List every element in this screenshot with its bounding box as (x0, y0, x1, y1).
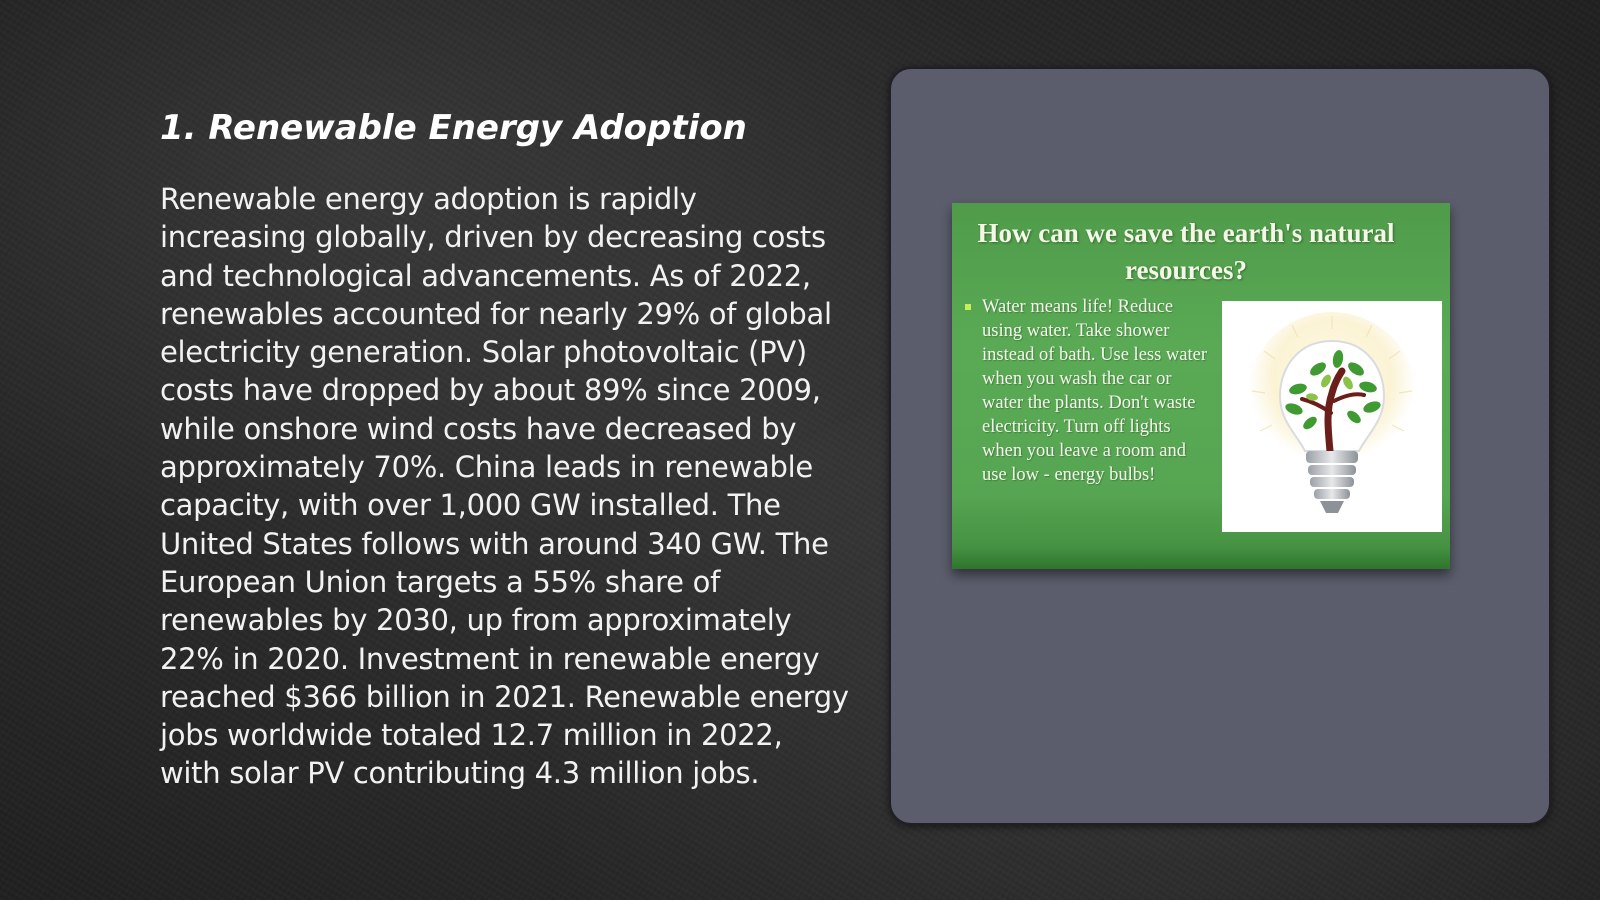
media-panel (889, 67, 1551, 825)
text-block (160, 104, 850, 793)
embedded-slide-bullet (965, 295, 1215, 487)
slide-heading: 1. Renewable Energy Adoption (160, 108, 747, 148)
slide-body-text: Renewable energy adoption is rapidly increasing globally, driven by decreasing costs and technological advancements. As of 2022, renewables accounted for nearly 29% of global electricity generation. Solar photovoltaic (PV) costs have dropped by about 89% since 2009, while onshore wind costs have decreased by approximately 70%. China leads in renewable capacity, with over 1,000 GW installed. The United States follows with around 340 GW. The European Union targets a 55% share of renewables by 2030, up from approximately 22% in 2020. Investment in renewable energy reached $366 billion in 2021. Renewable energy jobs worldwide totaled 12.7 million in 2022, with solar PV contributing 4.3 million jobs. (160, 182, 849, 791)
bullet-marker-icon (965, 304, 971, 310)
lightbulb-tree-graphic (1222, 301, 1442, 532)
embedded-slide-image (952, 203, 1450, 569)
embedded-slide-title: How can we save the earth's natural resources? (977, 218, 1395, 285)
embedded-slide-bullet-text: Water means life! Reduce using water. Take shower instead of bath. Use less water when you wash the car or water the plants. Don't waste electricity. Turn off lights when you leave a room and use low - energy bulbs! (982, 297, 1208, 485)
lightbulb-tree-icon (1222, 301, 1442, 532)
